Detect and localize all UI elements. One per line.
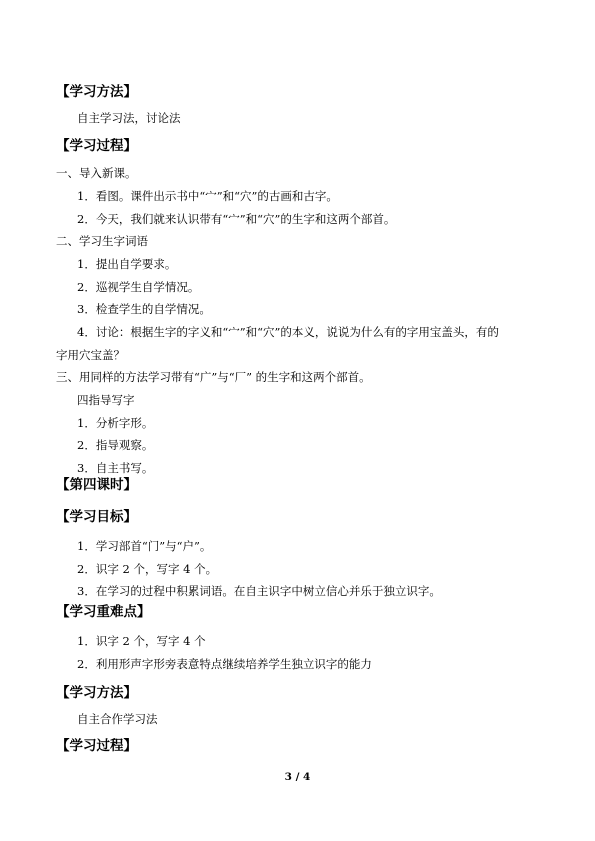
method-2-text: 自主合作学习法 <box>77 712 158 726</box>
step-1-item-2: 2．今天，我们就来认识带有“宀”和“穴”的生字和这两个部首。 <box>77 212 396 226</box>
heading-learning-process: 【学习过程】 <box>56 138 137 154</box>
heading-key-points: 【学习重难点】 <box>56 604 151 620</box>
heading-learning-goals: 【学习目标】 <box>56 509 137 525</box>
step-1-title: 一、导入新课。 <box>56 166 137 180</box>
step-2-title: 二、学习生字词语 <box>56 234 148 248</box>
step-4-item-1: 1．分析字形。 <box>77 416 154 430</box>
step-4-item-2: 2．指导观察。 <box>77 438 154 452</box>
step-2-item-4-continued: 字用穴宝盖？ <box>56 348 125 362</box>
key-point-1: 1．识字 2 个，写字 4 个 <box>77 634 206 648</box>
heading-learning-method: 【学习方法】 <box>56 84 137 100</box>
key-point-2: 2．利用形声字形旁表意特点继续培养学生独立识字的能力 <box>77 657 372 671</box>
heading-lesson-4: 【第四课时】 <box>56 477 137 493</box>
step-3-title: 三、用同样的方法学习带有“广”与“厂” 的生字和这两个部首。 <box>56 370 371 384</box>
goal-1: 1．学习部首“门”与“户”。 <box>77 539 212 553</box>
step-4-title: 四指导写字 <box>77 393 135 407</box>
heading-learning-process-2: 【学习过程】 <box>56 738 137 754</box>
page-number: 3 / 4 <box>284 771 311 783</box>
step-2-item-2: 2．巡视学生自学情况。 <box>77 280 200 294</box>
step-1-item-1: 1．看图。课件出示书中“宀”和“穴”的古画和古字。 <box>77 189 338 203</box>
goal-2: 2．识字 2 个，写字 4 个。 <box>77 562 218 576</box>
step-4-item-3: 3．自主书写。 <box>77 461 154 475</box>
step-2-item-1: 1．提出自学要求。 <box>77 257 177 271</box>
heading-learning-method-2: 【学习方法】 <box>56 685 137 701</box>
method-text: 自主学习法，讨论法 <box>77 111 181 125</box>
goal-3: 3．在学习的过程中积累词语。在自主识字中树立信心并乐于独立识字。 <box>77 584 441 598</box>
step-2-item-3: 3．检查学生的自学情况。 <box>77 302 211 316</box>
step-2-item-4: 4．讨论：根据生字的字义和“宀”和“穴”的本义，说说为什么有的字用宝盖头，有的 <box>77 325 499 339</box>
